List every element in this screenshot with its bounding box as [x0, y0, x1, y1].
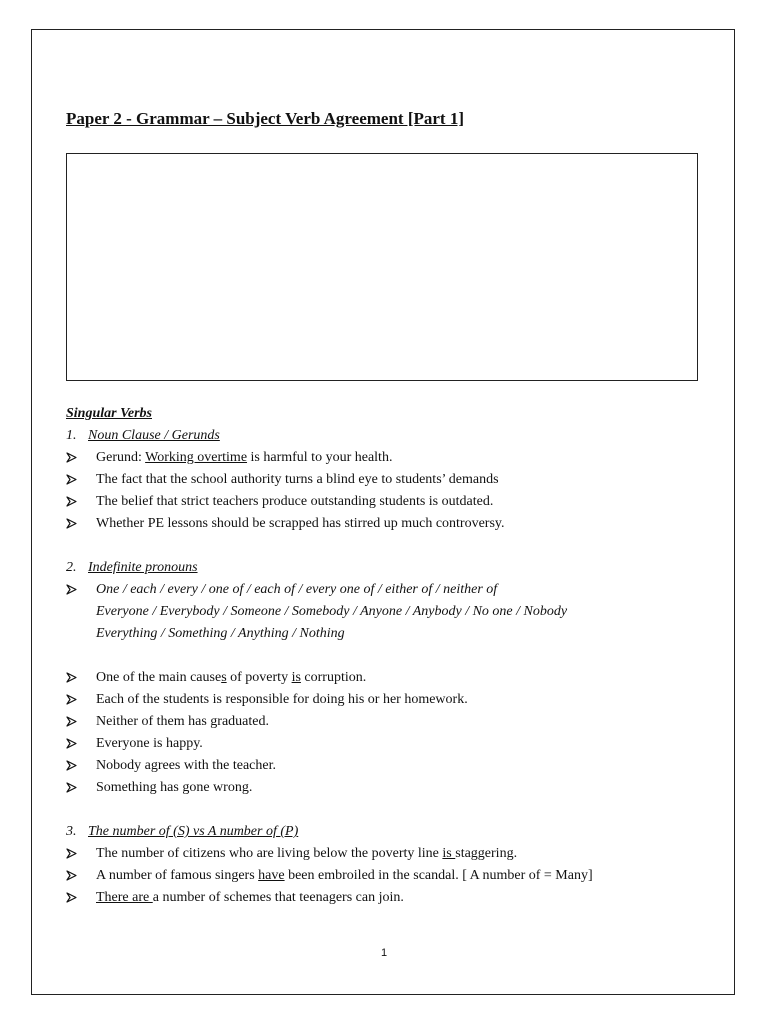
- item-number: 2.: [66, 560, 77, 575]
- bullet-text: Something has gone wrong.: [96, 780, 253, 795]
- bullet-text: Everyone is happy.: [96, 736, 203, 751]
- section-heading: Singular Verbs: [66, 406, 152, 421]
- arrow-bullet-icon: [66, 667, 88, 689]
- blank-answer-box: [66, 153, 698, 381]
- underlined-verb: is: [291, 670, 301, 685]
- bullet-text: Gerund: Working overtime is harmful to your health.: [96, 450, 393, 465]
- arrow-bullet-icon: [66, 579, 88, 601]
- arrow-bullet-icon: [66, 513, 88, 535]
- arrow-bullet-icon: [66, 447, 88, 469]
- item-heading-1: [66, 425, 706, 447]
- bullet-item: [66, 843, 706, 865]
- arrow-bullet-icon: [66, 755, 88, 777]
- bullet-item: [66, 887, 706, 909]
- bullet-text: One of the main causes of poverty is corruption.: [96, 670, 367, 685]
- page-number: 1: [380, 947, 388, 959]
- bullet-item: [66, 579, 706, 601]
- bullet-item: [66, 491, 706, 513]
- bullet-text: The fact that the school authority turns a blind eye to students’ demands: [96, 472, 499, 487]
- arrow-bullet-icon: [66, 491, 88, 513]
- arrow-bullet-icon: [66, 733, 88, 755]
- underlined-verb: is: [442, 846, 456, 861]
- document-title: Paper 2 - Grammar – Subject Verb Agreement [Part 1]: [66, 109, 464, 128]
- bullet-text: Nobody agrees with the teacher.: [96, 758, 276, 773]
- bullet-text: There are a number of schemes that teenagers can join.: [96, 890, 404, 905]
- underlined-phrase: Working overtime: [145, 450, 248, 465]
- item-number: 1.: [66, 428, 77, 443]
- arrow-bullet-icon: [66, 843, 88, 865]
- bullet-item: [66, 469, 706, 491]
- arrow-bullet-icon: [66, 887, 88, 909]
- item-label: Indefinite pronouns: [88, 560, 198, 575]
- bullet-text: Neither of them has graduated.: [96, 714, 269, 729]
- arrow-bullet-icon: [66, 689, 88, 711]
- bullet-item: [66, 777, 706, 799]
- arrow-bullet-icon: [66, 777, 88, 799]
- item-heading-3: [66, 821, 706, 843]
- bullet-item: [66, 865, 706, 887]
- arrow-bullet-icon: [66, 711, 88, 733]
- item-label: The number of (S) vs A number of (P): [88, 824, 299, 839]
- underlined-phrase: There are: [96, 890, 153, 905]
- bullet-item: [66, 689, 706, 711]
- content: [66, 403, 706, 909]
- bullet-text: Whether PE lessons should be scrapped has stirred up much controversy.: [96, 516, 505, 531]
- bullet-text: A number of famous singers have been embroiled in the scandal. [ A number of = Many]: [96, 868, 593, 883]
- bullet-item: [66, 711, 706, 733]
- arrow-bullet-icon: [66, 469, 88, 491]
- bullet-item: [66, 447, 706, 469]
- item-number: 3.: [66, 824, 77, 839]
- bullet-item: [66, 733, 706, 755]
- arrow-bullet-icon: [66, 865, 88, 887]
- item-heading-2: [66, 557, 706, 579]
- bullet-text: Each of the students is responsible for doing his or her homework.: [96, 692, 468, 707]
- pronoun-list-line: One / each / every / one of / each of / every one of / either of / neither of: [96, 582, 498, 597]
- item-label: Noun Clause / Gerunds: [88, 428, 220, 443]
- bullet-item: [66, 667, 706, 689]
- bullet-text: The belief that strict teachers produce outstanding students is outdated.: [96, 494, 494, 509]
- bullet-text: The number of citizens who are living below the poverty line is staggering.: [96, 846, 518, 861]
- bullet-item: [66, 513, 706, 535]
- bullet-item: [66, 755, 706, 777]
- underlined-verb: have: [258, 868, 285, 883]
- pronoun-list-line: Everything / Something / Anything / Nothing: [96, 626, 345, 641]
- underlined-letter: s: [221, 670, 227, 685]
- pronoun-list-line: Everyone / Everybody / Someone / Somebody / Anyone / Anybody / No one / Nobody: [96, 604, 568, 619]
